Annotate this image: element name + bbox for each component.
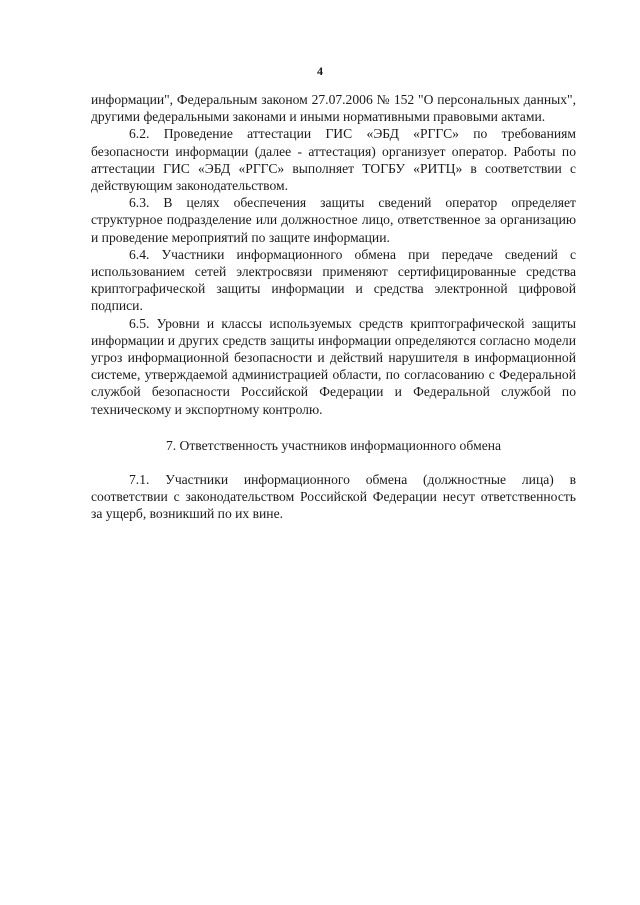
paragraph-continuation: информации", Федеральным законом 27.07.2006 № 152 "О персональных данных", другими федеральными законами и иными нормативными правовыми актами. [91,92,576,125]
page-number: 4 [317,64,323,78]
paragraph-6-2: 6.2. Проведение аттестации ГИС «ЭБД «РГГС» по требованиям безопасности информации (далее - аттестация) организует оператор. Работы по аттестации ГИС «ЭБД «РГГС» выполняет ТОГБУ «РИТЦ» в соответствии с действующим законодательством. [91,126,576,194]
section-heading: 7. Ответственность участников информационного обмена [165,437,502,453]
paragraph-7-1: 7.1. Участники информационного обмена (должностные лица) в соответствии с законодательством Российской Федерации несут ответственность за ущерб, возникший по их вине. [91,472,576,522]
paragraph-6-5: 6.5. Уровни и классы используемых средств криптографической защиты информации и других средств защиты информации определяются согласно модели угроз информационной безопасности и действий нарушителя в информационной системе, утверждаемой администрацией области, по согласованию с Федеральной службой безопасности Российской Федерации и Федеральной службой по техническому и экспортному контролю. [91,315,576,417]
document-body [91,91,576,523]
paragraph-6-4: 6.4. Участники информационного обмена при передаче сведений с использованием сетей электросвязи применяют сертифицированные средства криптографической защиты информации и средства электронной цифровой подписи. [91,246,576,314]
paragraph-6-3: 6.3. В целях обеспечения защиты сведений оператор определяет структурное подразделение или должностное лицо, ответственное за организацию и проведение мероприятий по защите информации. [91,195,576,245]
